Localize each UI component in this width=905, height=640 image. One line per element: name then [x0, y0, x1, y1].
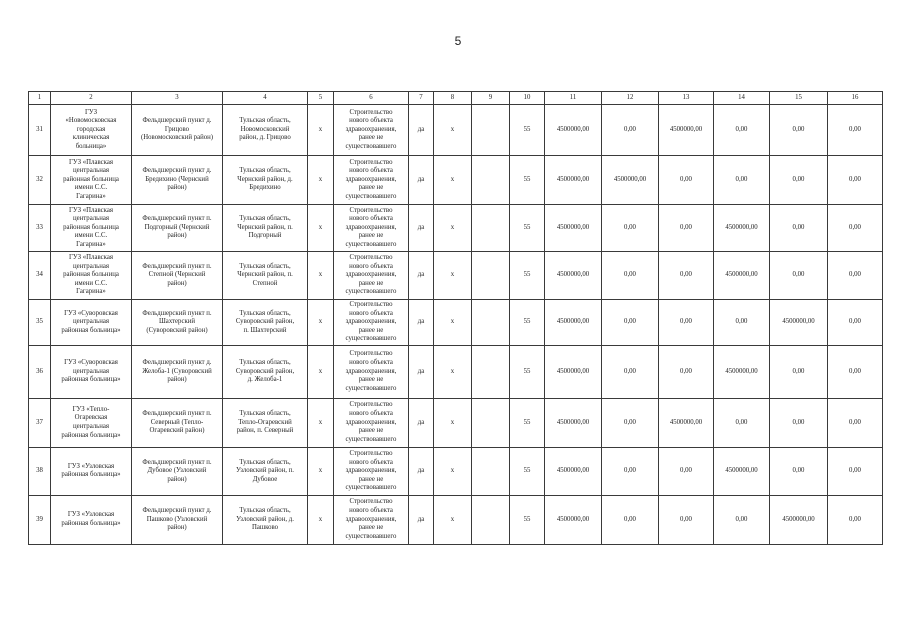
data-table: [28, 91, 883, 545]
table-cell-col-13: 0,00: [659, 252, 714, 300]
table-cell-col-9: [472, 300, 510, 346]
table-cell-col-10: 55: [510, 300, 545, 346]
table-cell-col-1: 38: [29, 447, 51, 495]
table-cell-col-1: 31: [29, 105, 51, 156]
table-cell-col-10: 55: [510, 345, 545, 398]
table-cell-col-9: [472, 495, 510, 544]
table-cell-col-10: 55: [510, 205, 545, 252]
table-cell-col-3: Фельдшерский пункт п. Степной (Чернский район): [132, 252, 223, 300]
table-row: [29, 205, 883, 252]
table-cell-col-1: 36: [29, 345, 51, 398]
column-header-6: 6: [334, 92, 409, 105]
table-cell-col-15: 0,00: [770, 398, 828, 447]
table-cell-col-1: 35: [29, 300, 51, 346]
table-cell-col-11: 4500000,00: [545, 447, 602, 495]
table-cell-col-13: 0,00: [659, 300, 714, 346]
table-cell-col-7: да: [409, 105, 434, 156]
table-cell-col-13: 0,00: [659, 205, 714, 252]
table-body: [29, 105, 883, 545]
table-row: [29, 398, 883, 447]
table-cell-col-5: х: [308, 300, 334, 346]
table-cell-col-8: х: [434, 495, 472, 544]
table-cell-col-14: 4500000,00: [714, 447, 770, 495]
column-header-11: 11: [545, 92, 602, 105]
table-cell-col-12: 0,00: [602, 105, 659, 156]
table-cell-col-3: Фельдшерский пункт д. Грицово (Новомосковский район): [132, 105, 223, 156]
table-row: [29, 495, 883, 544]
column-header-7: 7: [409, 92, 434, 105]
table-cell-col-2: ГУЗ «Узловская районная больница»: [51, 447, 132, 495]
table-cell-col-14: 0,00: [714, 495, 770, 544]
column-header-2: 2: [51, 92, 132, 105]
table-row: [29, 105, 883, 156]
table-cell-col-11: 4500000,00: [545, 398, 602, 447]
table-cell-col-13: 4500000,00: [659, 105, 714, 156]
table-cell-col-9: [472, 345, 510, 398]
table-cell-col-16: 0,00: [828, 205, 883, 252]
table-cell-col-11: 4500000,00: [545, 252, 602, 300]
table-cell-col-3: Фельдшерский пункт п. Подгорный (Чернский район): [132, 205, 223, 252]
table-cell-col-3: Фельдшерский пункт д. Бредихино (Чернский район): [132, 156, 223, 205]
column-header-16: 16: [828, 92, 883, 105]
table-cell-col-15: 0,00: [770, 205, 828, 252]
table-cell-col-13: 0,00: [659, 345, 714, 398]
column-header-10: 10: [510, 92, 545, 105]
table-cell-col-6: Строительство нового объекта здравоохранения, ранее не существовавшего: [334, 156, 409, 205]
table-cell-col-6: Строительство нового объекта здравоохранения, ранее не существовавшего: [334, 105, 409, 156]
table-cell-col-12: 0,00: [602, 205, 659, 252]
table-cell-col-14: 4500000,00: [714, 252, 770, 300]
table-cell-col-10: 55: [510, 398, 545, 447]
table-header: [29, 92, 883, 105]
table-row: [29, 252, 883, 300]
table-cell-col-4: Тульская область, Новомосковский район, д. Грицово: [223, 105, 308, 156]
table-cell-col-8: х: [434, 447, 472, 495]
table-cell-col-8: х: [434, 105, 472, 156]
table-cell-col-9: [472, 252, 510, 300]
table-cell-col-15: 0,00: [770, 105, 828, 156]
table-cell-col-14: 0,00: [714, 105, 770, 156]
table-cell-col-16: 0,00: [828, 495, 883, 544]
table-cell-col-6: Строительство нового объекта здравоохранения, ранее не существовавшего: [334, 495, 409, 544]
table-cell-col-5: х: [308, 205, 334, 252]
column-header-4: 4: [223, 92, 308, 105]
table-cell-col-14: 4500000,00: [714, 345, 770, 398]
column-header-8: 8: [434, 92, 472, 105]
table-cell-col-6: Строительство нового объекта здравоохранения, ранее не существовавшего: [334, 398, 409, 447]
table-cell-col-12: 0,00: [602, 345, 659, 398]
table-cell-col-15: 0,00: [770, 345, 828, 398]
table-cell-col-8: х: [434, 398, 472, 447]
table-cell-col-13: 0,00: [659, 447, 714, 495]
table-cell-col-16: 0,00: [828, 300, 883, 346]
table-cell-col-3: Фельдшерский пункт п. Северный (Тепло- Огаревский район): [132, 398, 223, 447]
table-cell-col-16: 0,00: [828, 398, 883, 447]
table-cell-col-4: Тульская область, Чернский район, д. Бредихино: [223, 156, 308, 205]
table-cell-col-10: 55: [510, 156, 545, 205]
table-cell-col-7: да: [409, 252, 434, 300]
table-cell-col-8: х: [434, 252, 472, 300]
table-cell-col-12: 0,00: [602, 447, 659, 495]
table-cell-col-2: ГУЗ «Узловская районная больница»: [51, 495, 132, 544]
table-cell-col-15: 4500000,00: [770, 300, 828, 346]
table-cell-col-8: х: [434, 205, 472, 252]
table-cell-col-4: Тульская область, Тепло-Огаревский район, п. Северный: [223, 398, 308, 447]
table-cell-col-15: 0,00: [770, 252, 828, 300]
table-cell-col-11: 4500000,00: [545, 495, 602, 544]
table-cell-col-2: ГУЗ «Плавская центральная районная больница имени С.С. Гагарина»: [51, 252, 132, 300]
table-cell-col-12: 4500000,00: [602, 156, 659, 205]
table-cell-col-13: 0,00: [659, 156, 714, 205]
table-cell-col-16: 0,00: [828, 345, 883, 398]
table-cell-col-11: 4500000,00: [545, 105, 602, 156]
table-cell-col-5: х: [308, 105, 334, 156]
column-header-9: 9: [472, 92, 510, 105]
table-cell-col-6: Строительство нового объекта здравоохранения, ранее не существовавшего: [334, 300, 409, 346]
table-cell-col-6: Строительство нового объекта здравоохранения, ранее не существовавшего: [334, 205, 409, 252]
table-cell-col-2: ГУЗ «Суворовская центральная районная больница»: [51, 345, 132, 398]
table-cell-col-5: х: [308, 495, 334, 544]
table-cell-col-7: да: [409, 156, 434, 205]
table-cell-col-4: Тульская область, Суворовский район, п. Шахтерский: [223, 300, 308, 346]
table-cell-col-13: 0,00: [659, 495, 714, 544]
table-cell-col-11: 4500000,00: [545, 205, 602, 252]
column-header-14: 14: [714, 92, 770, 105]
table-cell-col-4: Тульская область, Узловский район, д. Пашково: [223, 495, 308, 544]
table-cell-col-1: 39: [29, 495, 51, 544]
table-cell-col-15: 0,00: [770, 156, 828, 205]
page-number: 5: [454, 34, 462, 48]
column-header-13: 13: [659, 92, 714, 105]
header-row: [29, 92, 883, 105]
column-header-5: 5: [308, 92, 334, 105]
table-cell-col-7: да: [409, 398, 434, 447]
table-cell-col-10: 55: [510, 495, 545, 544]
table-cell-col-15: 4500000,00: [770, 495, 828, 544]
table-cell-col-8: х: [434, 156, 472, 205]
table-cell-col-7: да: [409, 345, 434, 398]
table-cell-col-9: [472, 105, 510, 156]
column-header-3: 3: [132, 92, 223, 105]
table-cell-col-9: [472, 447, 510, 495]
table-cell-col-2: ГУЗ «Тепло- Огаревская центральная районная больница»: [51, 398, 132, 447]
table-cell-col-7: да: [409, 495, 434, 544]
table-cell-col-10: 55: [510, 252, 545, 300]
table-cell-col-9: [472, 205, 510, 252]
table-cell-col-11: 4500000,00: [545, 300, 602, 346]
table-cell-col-1: 37: [29, 398, 51, 447]
table-cell-col-3: Фельдшерский пункт п. Шахтерский (Суворовский район): [132, 300, 223, 346]
table-cell-col-2: ГУЗ «Новомосковская городская клиническая больница»: [51, 105, 132, 156]
table-cell-col-12: 0,00: [602, 300, 659, 346]
table-cell-col-9: [472, 398, 510, 447]
table-row: [29, 156, 883, 205]
table-cell-col-9: [472, 156, 510, 205]
column-header-1: 1: [29, 92, 51, 105]
table-cell-col-6: Строительство нового объекта здравоохранения, ранее не существовавшего: [334, 252, 409, 300]
table-cell-col-16: 0,00: [828, 156, 883, 205]
table-cell-col-5: х: [308, 345, 334, 398]
table-cell-col-7: да: [409, 300, 434, 346]
table-cell-col-6: Строительство нового объекта здравоохранения, ранее не существовавшего: [334, 447, 409, 495]
table-cell-col-2: ГУЗ «Плавская центральная районная больница имени С.С. Гагарина»: [51, 156, 132, 205]
table-row: [29, 345, 883, 398]
table-cell-col-4: Тульская область, Узловский район, п. Дубовое: [223, 447, 308, 495]
table-cell-col-6: Строительство нового объекта здравоохранения, ранее не существовавшего: [334, 345, 409, 398]
column-header-12: 12: [602, 92, 659, 105]
table-cell-col-11: 4500000,00: [545, 156, 602, 205]
column-header-15: 15: [770, 92, 828, 105]
table-cell-col-3: Фельдшерский пункт д. Желоба-1 (Суворовский район): [132, 345, 223, 398]
table-cell-col-7: да: [409, 447, 434, 495]
table-cell-col-4: Тульская область, Чернский район, п. Степной: [223, 252, 308, 300]
table-cell-col-5: х: [308, 156, 334, 205]
table-cell-col-15: 0,00: [770, 447, 828, 495]
table-cell-col-14: 0,00: [714, 156, 770, 205]
table-cell-col-8: х: [434, 300, 472, 346]
table-cell-col-14: 0,00: [714, 300, 770, 346]
table-cell-col-2: ГУЗ «Плавская центральная районная больница имени С.С. Гагарина»: [51, 205, 132, 252]
table-cell-col-14: 4500000,00: [714, 205, 770, 252]
table-cell-col-4: Тульская область, Суворовский район, д. Желоба-1: [223, 345, 308, 398]
table-cell-col-10: 55: [510, 105, 545, 156]
table-row: [29, 300, 883, 346]
table-cell-col-1: 34: [29, 252, 51, 300]
table-cell-col-14: 0,00: [714, 398, 770, 447]
table-cell-col-1: 33: [29, 205, 51, 252]
table-row: [29, 447, 883, 495]
table-cell-col-16: 0,00: [828, 105, 883, 156]
table-cell-col-12: 0,00: [602, 495, 659, 544]
table-cell-col-4: Тульская область, Чернский район, п. Подгорный: [223, 205, 308, 252]
table-cell-col-8: х: [434, 345, 472, 398]
table-cell-col-13: 4500000,00: [659, 398, 714, 447]
table-cell-col-7: да: [409, 205, 434, 252]
table-cell-col-11: 4500000,00: [545, 345, 602, 398]
table-cell-col-1: 32: [29, 156, 51, 205]
table-cell-col-5: х: [308, 252, 334, 300]
table-cell-col-3: Фельдшерский пункт п. Дубовое (Узловский район): [132, 447, 223, 495]
table-cell-col-10: 55: [510, 447, 545, 495]
table-cell-col-16: 0,00: [828, 447, 883, 495]
table-cell-col-3: Фельдшерский пункт д. Пашково (Узловский район): [132, 495, 223, 544]
table-cell-col-16: 0,00: [828, 252, 883, 300]
table-cell-col-5: х: [308, 398, 334, 447]
table-cell-col-12: 0,00: [602, 398, 659, 447]
table-cell-col-2: ГУЗ «Суворовская центральная районная больница»: [51, 300, 132, 346]
table-cell-col-12: 0,00: [602, 252, 659, 300]
table-cell-col-5: х: [308, 447, 334, 495]
